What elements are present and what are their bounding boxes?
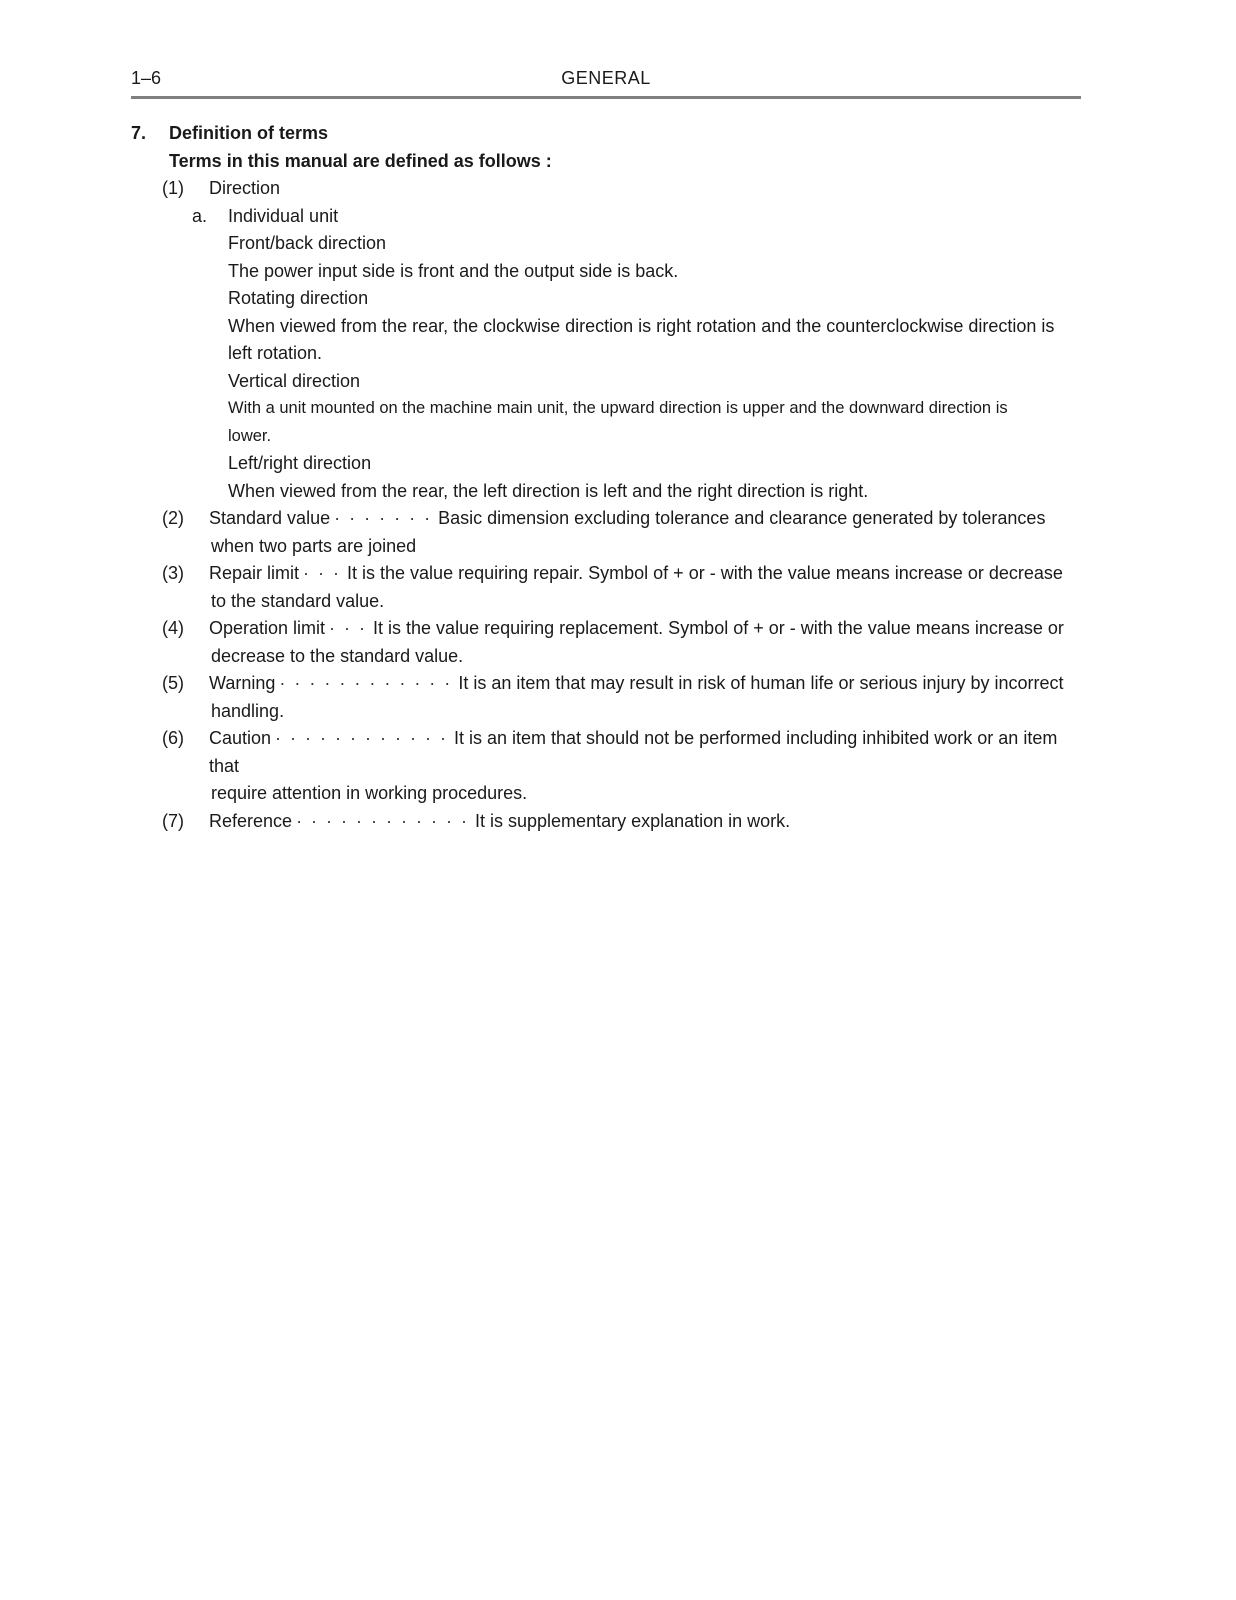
term-item-warning <box>131 670 1081 725</box>
leader-dots: · · · · · · · · · · · · <box>279 673 453 693</box>
term-item-reference <box>131 808 1081 836</box>
entry-heading: Vertical direction <box>228 370 361 391</box>
entry-text-line1: With a unit mounted on the machine main unit, the upward direction is upper and the downward direction is <box>228 399 1008 417</box>
term-name: Caution <box>209 728 272 748</box>
section-intro: Terms in this manual are defined as follows : <box>169 150 552 171</box>
section-number: 7. <box>131 123 147 143</box>
entry-heading: Rotating direction <box>228 288 369 308</box>
term-name: Reference <box>209 810 293 831</box>
term-name: Repair limit <box>209 563 300 583</box>
entry-text-line2: left rotation. <box>228 343 323 363</box>
entry-text-line2: lower. <box>228 426 272 445</box>
direction-entry-vertical <box>131 368 1081 451</box>
term-definition-line1: It is an item that should not be performed including inhibited work or an item that <box>209 728 1058 776</box>
item-number: (7) <box>162 810 184 831</box>
section-intro-row <box>131 148 1081 176</box>
entry-text: The power input side is front and the output side is back. <box>228 260 679 281</box>
leader-dots: · · · · · · · <box>334 508 433 528</box>
term-name: Operation limit <box>209 618 326 638</box>
item-number: (1) <box>162 178 184 198</box>
item-number: (5) <box>162 673 184 693</box>
page-content <box>131 120 1081 835</box>
term-definition-line2: to the standard value. <box>211 590 385 611</box>
entry-heading: Left/right direction <box>228 453 372 473</box>
term-item-standard-value <box>131 505 1081 560</box>
item-number: (4) <box>162 618 184 638</box>
direction-entry-rotating <box>131 285 1081 368</box>
direction-entry-front-back <box>131 230 1081 285</box>
term-name: Standard value <box>209 508 331 528</box>
item-label: Direction <box>209 178 281 198</box>
direction-entry-left-right <box>131 450 1081 505</box>
item-number: (6) <box>162 728 184 748</box>
term-item-direction <box>131 175 1081 203</box>
leader-dots: · · · <box>303 563 342 583</box>
term-definition-line2: require attention in working procedures. <box>211 783 528 803</box>
term-item-repair-limit <box>131 560 1081 615</box>
term-definition-line1: Basic dimension excluding tolerance and clearance generated by tolerances <box>438 508 1046 528</box>
leader-dots: · · · · · · · · · · · · <box>296 810 470 831</box>
sub-item-individual-unit <box>131 203 1081 231</box>
term-definition-line1: It is an item that may result in risk of human life or serious injury by incorrect <box>458 673 1064 693</box>
running-title: GENERAL <box>561 68 651 88</box>
term-definition-line2: decrease to the standard value. <box>211 645 464 666</box>
entry-text-line1: When viewed from the rear, the clockwise direction is right rotation and the counterclockwise direction is <box>228 315 1055 336</box>
term-definition-line1: It is supplementary explanation in work. <box>475 810 791 831</box>
page-number: 1–6 <box>131 68 162 88</box>
term-item-operation-limit <box>131 615 1081 670</box>
term-definition-line2: when two parts are joined <box>211 535 417 556</box>
section-title: Definition of terms <box>169 123 329 143</box>
item-number: (2) <box>162 508 184 528</box>
term-definition-line1: It is the value requiring replacement. Symbol of + or - with the value means increase or <box>373 618 1064 638</box>
entry-text: When viewed from the rear, the left direction is left and the right direction is right. <box>228 480 869 501</box>
entry-heading: Front/back direction <box>228 233 387 253</box>
sub-item-letter: a. <box>192 205 208 226</box>
sub-item-label: Individual unit <box>228 205 339 226</box>
term-definition-line2: handling. <box>211 700 285 721</box>
term-name: Warning <box>209 673 276 693</box>
leader-dots: · · · <box>329 618 368 638</box>
item-number: (3) <box>162 563 184 583</box>
leader-dots: · · · · · · · · · · · · <box>275 728 448 748</box>
term-item-caution <box>131 725 1081 808</box>
section-heading <box>131 120 1081 148</box>
term-definition-line1: It is the value requiring repair. Symbol of + or - with the value means increase or decrease <box>347 563 1063 583</box>
page-header <box>131 66 1081 99</box>
